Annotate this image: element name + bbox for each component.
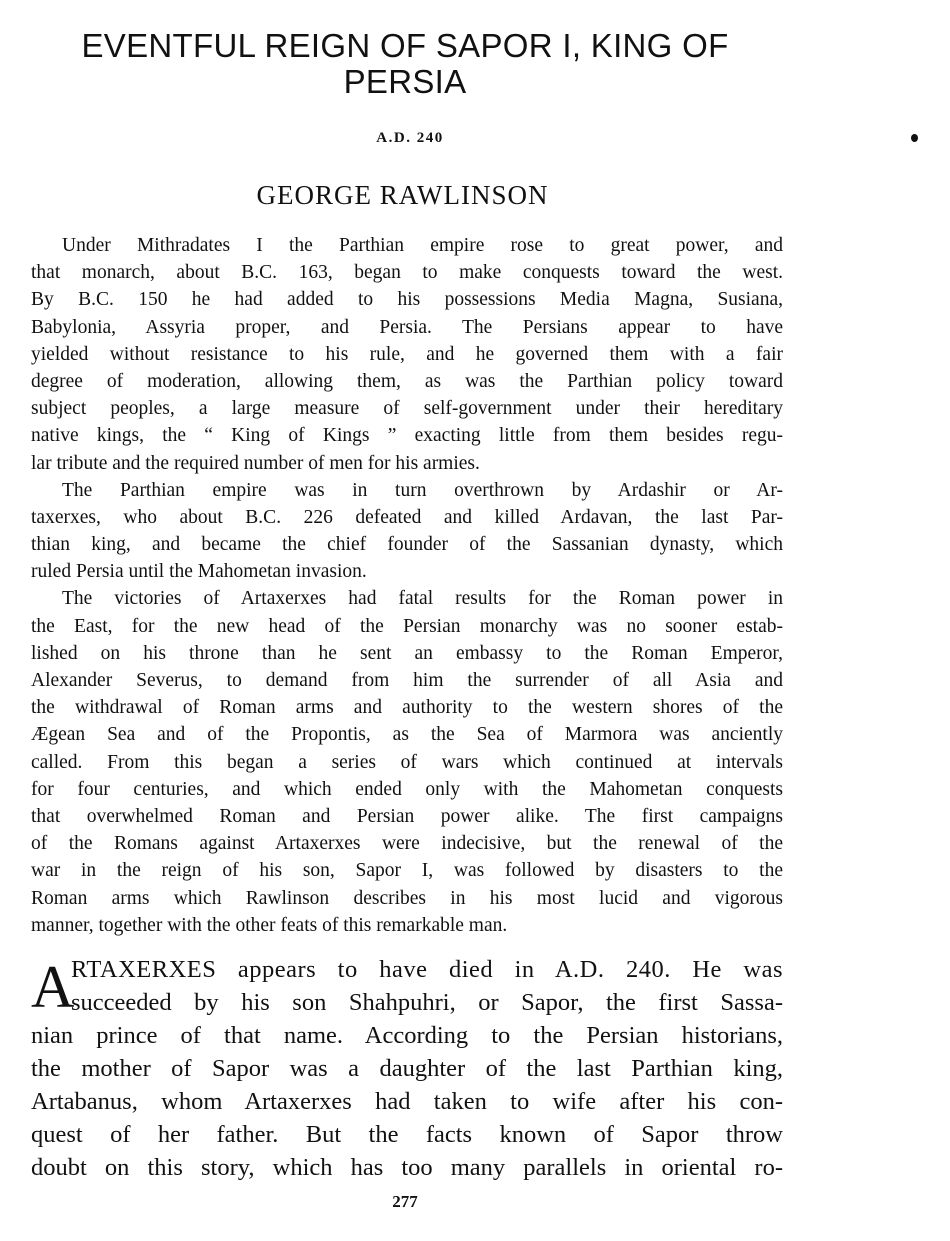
intro-line: taxerxes, who about B.C. 226 defeated and killed Ardavan, the last Par- bbox=[31, 506, 783, 528]
main-line-opening: RTAXERXES appears to have died in A.D. 240. He was bbox=[71, 956, 783, 983]
intro-line: degree of moderation, allowing them, as was the Parthian policy toward bbox=[31, 370, 783, 392]
main-line bbox=[31, 953, 783, 986]
intro-line: The victories of Artaxerxes had fatal results for the Roman power in bbox=[62, 588, 783, 610]
main-line: nian prince of that name. According to the Persian historians, bbox=[31, 1022, 783, 1049]
main-line: succeeded by his son Shahpuhri, or Sapor, the first Sassa- bbox=[71, 989, 783, 1016]
main-text bbox=[31, 953, 783, 1184]
chapter-title-line-1: EVENTFUL REIGN OF SAPOR I, KING OF bbox=[81, 27, 729, 64]
intro-line: the East, for the new head of the Persian monarchy was no sooner estab- bbox=[31, 615, 783, 637]
intro-line: manner, together with the other feats of this remarkable man. bbox=[31, 914, 508, 936]
introduction-paragraphs bbox=[31, 232, 783, 939]
intro-line: Roman arms which Rawlinson describes in his most lucid and vigorous bbox=[31, 887, 783, 909]
intro-line: that overwhelmed Roman and Persian power alike. The first campaigns bbox=[31, 805, 783, 827]
main-line: quest of her father. But the facts known of Sapor throw bbox=[31, 1121, 783, 1148]
page-number: 277 bbox=[392, 1192, 418, 1211]
ink-speck bbox=[911, 134, 918, 142]
intro-line: Babylonia, Assyria proper, and Persia. The Persians appear to have bbox=[31, 316, 783, 338]
main-line: the mother of Sapor was a daughter of the last Parthian king, bbox=[31, 1055, 783, 1082]
drop-cap: A bbox=[31, 954, 75, 1020]
intro-line: the withdrawal of Roman arms and authority to the western shores of the bbox=[31, 697, 783, 719]
intro-line: By B.C. 150 he had added to his possessions Media Magna, Susiana, bbox=[31, 289, 783, 311]
intro-line: yielded without resistance to his rule, and he governed them with a fair bbox=[31, 343, 783, 365]
intro-line: ruled Persia until the Mahometan invasion. bbox=[31, 561, 367, 583]
intro-line: Ægean Sea and of the Propontis, as the Sea of Marmora was anciently bbox=[31, 724, 783, 746]
intro-line: thian king, and became the chief founder of the Sassanian dynasty, which bbox=[31, 534, 783, 556]
chapter-title-line-2: PERSIA bbox=[343, 63, 467, 100]
intro-line: native kings, the “ King of Kings ” exacting little from them besides regu- bbox=[31, 425, 783, 447]
chapter-date: A.D. 240 bbox=[376, 130, 444, 146]
intro-line: lished on his throne than he sent an embassy to the Roman Emperor, bbox=[31, 642, 783, 664]
main-line: Artabanus, whom Artaxerxes had taken to wife after his con- bbox=[31, 1088, 783, 1115]
intro-line: Under Mithradates I the Parthian empire rose to great power, and bbox=[62, 235, 783, 256]
intro-line: lar tribute and the required number of men for his armies. bbox=[31, 452, 480, 474]
intro-line: subject peoples, a large measure of self-government under their hereditary bbox=[31, 398, 783, 420]
intro-line: for four centuries, and which ended only with the Mahometan conquests bbox=[31, 778, 783, 800]
intro-line: The Parthian empire was in turn overthrown by Ardashir or Ar- bbox=[62, 479, 783, 501]
intro-line: of the Romans against Artaxerxes were indecisive, but the renewal of the bbox=[31, 833, 783, 855]
main-line: doubt on this story, which has too many parallels in oriental ro- bbox=[31, 1154, 783, 1181]
intro-line: that monarch, about B.C. 163, began to make conquests toward the west. bbox=[31, 262, 783, 284]
intro-line: war in the reign of his son, Sapor I, was followed by disasters to the bbox=[31, 860, 783, 882]
intro-line: called. From this began a series of wars which continued at intervals bbox=[31, 751, 783, 773]
author-name: GEORGE RAWLINSON bbox=[256, 180, 549, 210]
intro-line: Alexander Severus, to demand from him the surrender of all Asia and bbox=[31, 670, 783, 691]
